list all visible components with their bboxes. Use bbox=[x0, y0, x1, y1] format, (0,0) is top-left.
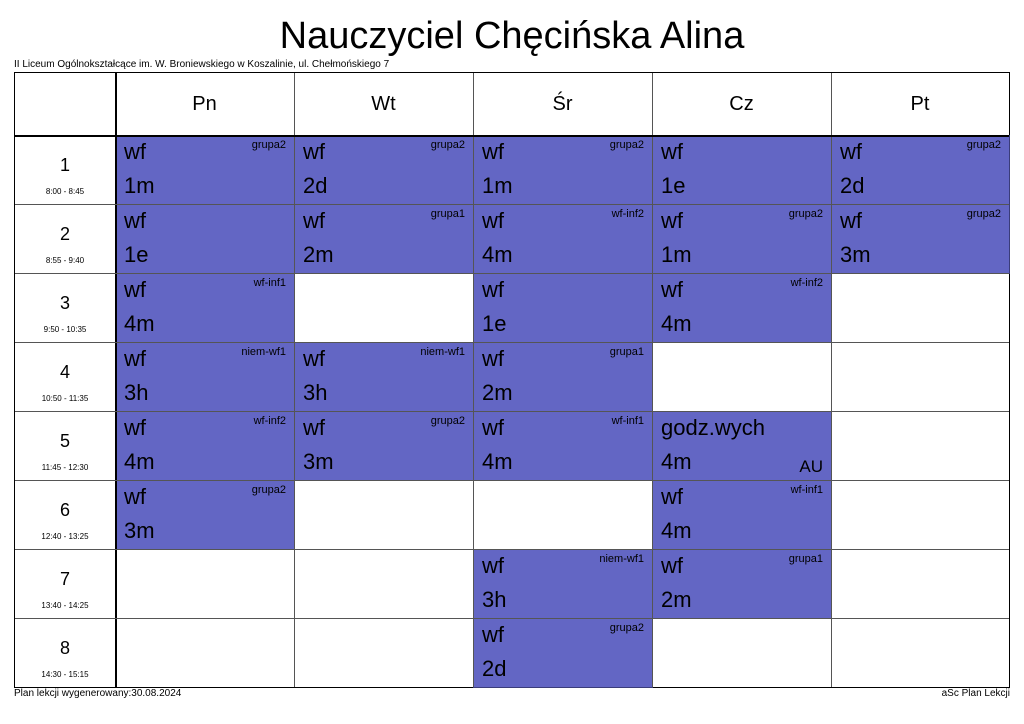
grid-divider bbox=[15, 342, 1009, 343]
lesson-class: 4m bbox=[124, 449, 155, 474]
lesson-group: wf-inf2 bbox=[253, 415, 286, 427]
lesson-cell[interactable] bbox=[294, 135, 474, 205]
day-header: Pn bbox=[192, 92, 217, 115]
lesson-cell[interactable] bbox=[652, 204, 832, 274]
grid-divider bbox=[294, 73, 295, 687]
lesson-group: grupa2 bbox=[788, 208, 823, 220]
period-label bbox=[15, 342, 115, 411]
period-label bbox=[15, 135, 115, 204]
lesson-group: grupa2 bbox=[966, 139, 1001, 151]
lesson-group: grupa2 bbox=[430, 139, 465, 151]
lesson-class: 1m bbox=[661, 242, 692, 267]
lesson-cell[interactable] bbox=[473, 135, 653, 205]
lesson-group: grupa2 bbox=[966, 208, 1001, 220]
lesson-subject: wf bbox=[124, 139, 146, 164]
lesson-class: 2m bbox=[482, 380, 513, 405]
lesson-cell[interactable] bbox=[652, 480, 832, 550]
lesson-room: AU bbox=[799, 457, 823, 476]
lesson-class: 4m bbox=[482, 449, 513, 474]
lesson-cell[interactable] bbox=[473, 618, 653, 688]
page-title: Nauczyciel Chęcińska Alina bbox=[279, 15, 745, 57]
lesson-cell[interactable] bbox=[473, 273, 653, 343]
period-number: 6 bbox=[59, 500, 70, 520]
lesson-group: niem-wf1 bbox=[599, 553, 644, 565]
lesson-cell[interactable] bbox=[831, 204, 1010, 274]
lesson-subject: wf bbox=[661, 277, 683, 302]
lesson-class: 1m bbox=[124, 173, 155, 198]
lesson-class: 4m bbox=[661, 449, 692, 474]
period-time: 13:40 - 14:25 bbox=[41, 601, 89, 610]
lesson-subject: wf bbox=[124, 208, 146, 233]
period-number: 7 bbox=[59, 569, 70, 589]
period-number: 8 bbox=[59, 638, 70, 658]
lesson-cell[interactable] bbox=[473, 204, 653, 274]
lesson-class: 1e bbox=[661, 173, 686, 198]
lesson-cell[interactable] bbox=[831, 135, 1010, 205]
lesson-class: 1m bbox=[482, 173, 513, 198]
lesson-group: niem-wf1 bbox=[420, 346, 465, 358]
grid-divider bbox=[15, 480, 1009, 481]
period-label bbox=[15, 480, 115, 549]
lesson-cell[interactable] bbox=[115, 480, 295, 550]
period-number: 4 bbox=[59, 362, 70, 382]
grid-divider bbox=[15, 135, 1009, 137]
lesson-cell[interactable] bbox=[115, 411, 295, 481]
lesson-class: 3m bbox=[303, 449, 334, 474]
lesson-class: 3h bbox=[303, 380, 328, 405]
lesson-cell[interactable] bbox=[294, 411, 474, 481]
period-time: 11:45 - 12:30 bbox=[41, 463, 89, 472]
lesson-class: 4m bbox=[661, 311, 692, 336]
lesson-class: 2d bbox=[482, 656, 507, 681]
lesson-class: 3m bbox=[840, 242, 871, 267]
lesson-subject: wf bbox=[482, 553, 504, 578]
lesson-subject: wf bbox=[482, 415, 504, 440]
period-time: 14:30 - 15:15 bbox=[41, 670, 89, 679]
lesson-group: wf-inf1 bbox=[611, 415, 644, 427]
lesson-subject: wf bbox=[482, 277, 504, 302]
lesson-cell[interactable] bbox=[115, 135, 295, 205]
period-label bbox=[15, 549, 115, 618]
lesson-subject: wf bbox=[482, 139, 504, 164]
lesson-group: grupa1 bbox=[430, 208, 465, 220]
lesson-subject: wf bbox=[124, 277, 146, 302]
grid-divider bbox=[15, 549, 1009, 550]
grid-divider bbox=[652, 73, 653, 687]
grid-divider bbox=[115, 73, 117, 687]
period-label bbox=[15, 273, 115, 342]
lesson-class: 2d bbox=[303, 173, 328, 198]
lesson-class: 1e bbox=[124, 242, 149, 267]
period-time: 8:00 - 8:45 bbox=[45, 187, 85, 196]
lesson-class: 4m bbox=[482, 242, 513, 267]
lesson-group: grupa2 bbox=[430, 415, 465, 427]
lesson-class: 1e bbox=[482, 311, 507, 336]
lesson-cell[interactable] bbox=[652, 549, 832, 619]
period-time: 9:50 - 10:35 bbox=[43, 325, 87, 334]
lesson-group: grupa1 bbox=[788, 553, 823, 565]
lesson-subject: wf bbox=[661, 553, 683, 578]
lesson-cell[interactable] bbox=[473, 411, 653, 481]
lesson-cell[interactable] bbox=[652, 135, 832, 205]
lesson-class: 3m bbox=[124, 518, 155, 543]
lesson-group: grupa2 bbox=[251, 484, 286, 496]
grid-divider bbox=[15, 618, 1009, 619]
grid-divider bbox=[15, 411, 1009, 412]
lesson-cell[interactable] bbox=[115, 342, 295, 412]
lesson-class: 3h bbox=[124, 380, 149, 405]
period-label bbox=[15, 411, 115, 480]
grid-divider bbox=[831, 73, 832, 687]
lesson-group: niem-wf1 bbox=[241, 346, 286, 358]
day-header: Pt bbox=[910, 92, 930, 115]
generated-date: Plan lekcji wygenerowany:30.08.2024 bbox=[14, 688, 182, 699]
lesson-subject: wf bbox=[303, 208, 325, 233]
lesson-class: 2m bbox=[303, 242, 334, 267]
lesson-cell[interactable] bbox=[294, 342, 474, 412]
lesson-class: 4m bbox=[661, 518, 692, 543]
lesson-group: wf-inf1 bbox=[253, 277, 286, 289]
lesson-subject: godz.wych bbox=[661, 415, 765, 440]
lesson-group: grupa2 bbox=[609, 622, 644, 634]
lesson-class: 3h bbox=[482, 587, 507, 612]
lesson-subject: wf bbox=[840, 139, 862, 164]
period-label bbox=[15, 618, 115, 687]
grid-divider bbox=[473, 73, 474, 687]
school-name: II Liceum Ogólnokształcące im. W. Broniewskiego w Koszalinie, ul. Chełmońskiego 7 bbox=[14, 59, 390, 70]
software-name: aSc Plan Lekcji bbox=[941, 688, 1010, 699]
lesson-group: wf-inf1 bbox=[790, 484, 823, 496]
lesson-subject: wf bbox=[124, 484, 146, 509]
period-number: 1 bbox=[59, 155, 70, 175]
lesson-group: wf-inf2 bbox=[611, 208, 644, 220]
lesson-group: wf-inf2 bbox=[790, 277, 823, 289]
period-time: 12:40 - 13:25 bbox=[41, 532, 89, 541]
day-header: Śr bbox=[552, 92, 573, 115]
lesson-subject: wf bbox=[661, 139, 683, 164]
lesson-subject: wf bbox=[303, 415, 325, 440]
day-header: Cz bbox=[729, 92, 754, 115]
period-label bbox=[15, 204, 115, 273]
lesson-subject: wf bbox=[303, 346, 325, 371]
lesson-group: grupa1 bbox=[609, 346, 644, 358]
lesson-class: 2m bbox=[661, 587, 692, 612]
lesson-subject: wf bbox=[661, 484, 683, 509]
lesson-subject: wf bbox=[303, 139, 325, 164]
day-header: Wt bbox=[371, 92, 396, 115]
lesson-cell[interactable] bbox=[473, 342, 653, 412]
timetable-grid bbox=[14, 72, 1010, 688]
period-time: 8:55 - 9:40 bbox=[45, 256, 85, 265]
lesson-group: grupa2 bbox=[251, 139, 286, 151]
lesson-class: 2d bbox=[840, 173, 865, 198]
lesson-group: grupa2 bbox=[609, 139, 644, 151]
lesson-cell[interactable] bbox=[115, 204, 295, 274]
grid-divider bbox=[15, 273, 1009, 274]
period-number: 3 bbox=[59, 293, 70, 313]
lesson-cell[interactable] bbox=[115, 273, 295, 343]
grid-divider bbox=[15, 204, 1009, 205]
lesson-subject: wf bbox=[661, 208, 683, 233]
lesson-subject: wf bbox=[124, 415, 146, 440]
lesson-class: 4m bbox=[124, 311, 155, 336]
lesson-subject: wf bbox=[124, 346, 146, 371]
period-number: 2 bbox=[59, 224, 70, 244]
lesson-subject: wf bbox=[840, 208, 862, 233]
lesson-cell[interactable] bbox=[473, 549, 653, 619]
lesson-subject: wf bbox=[482, 346, 504, 371]
period-time: 10:50 - 11:35 bbox=[41, 394, 89, 403]
lesson-cell[interactable] bbox=[652, 411, 832, 481]
lesson-subject: wf bbox=[482, 622, 504, 647]
period-number: 5 bbox=[59, 431, 70, 451]
lesson-cell[interactable] bbox=[294, 204, 474, 274]
lesson-subject: wf bbox=[482, 208, 504, 233]
lesson-cell[interactable] bbox=[652, 273, 832, 343]
